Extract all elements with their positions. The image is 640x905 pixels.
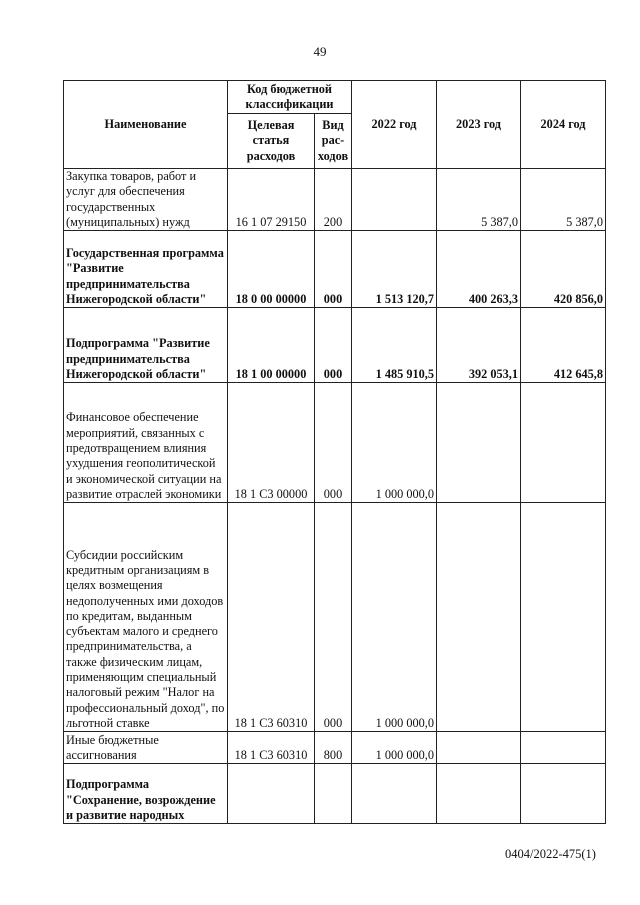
row-2024: [521, 503, 606, 732]
row-2024: [521, 764, 606, 824]
row-expense-type: 000: [315, 308, 352, 383]
row-expense-type: 000: [315, 503, 352, 732]
row-2024: 412 645,8: [521, 308, 606, 383]
row-name: Субсидии российским кредитным организациям в целях возмещения недополученных ими доходов по кредитам, выданным субъектам малого и среднего предпринимательства, а также физическим лицам, применяющим специальный налоговый режим "Налог на профессиональный доход", по льготной ставке: [64, 503, 228, 732]
row-target-article: 18 1 С3 60310: [228, 503, 315, 732]
page-number: 49: [313, 44, 327, 59]
header-year-2023: 2023 год: [437, 81, 521, 169]
row-target-article: 18 1 С3 00000: [228, 383, 315, 503]
document-code: 0404/2022-475(1): [505, 847, 596, 861]
row-name: Иные бюджетные ассигнования: [64, 732, 228, 764]
header-classification: Код бюджетной классификации: [228, 81, 352, 114]
row-target-article: [228, 764, 315, 824]
row-2022: 1 000 000,0: [352, 503, 437, 732]
row-target-article: 18 1 С3 60310: [228, 732, 315, 764]
row-expense-type: 000: [315, 383, 352, 503]
row-name: Подпрограмма "Развитие предпринимательства Нижегородской области": [64, 308, 228, 383]
row-2023: [437, 383, 521, 503]
table-row: [64, 231, 606, 308]
row-expense-type: [315, 764, 352, 824]
header-target-article: Целевая статья расходов: [228, 114, 315, 169]
row-2024: 5 387,0: [521, 169, 606, 231]
header-year-2024: 2024 год: [521, 81, 606, 169]
row-2022: [352, 169, 437, 231]
header-expense-type: Вид рас-ходов: [315, 114, 352, 169]
row-expense-type: 200: [315, 169, 352, 231]
row-2022: [352, 764, 437, 824]
table-row: [64, 764, 606, 824]
row-2022: 1 000 000,0: [352, 732, 437, 764]
budget-table: [63, 80, 606, 824]
row-name: Государственная программа "Развитие предпринимательства Нижегородской области": [64, 231, 228, 308]
header-year-2022: 2022 год: [352, 81, 437, 169]
row-2022: 1 485 910,5: [352, 308, 437, 383]
row-target-article: 18 0 00 00000: [228, 231, 315, 308]
row-2023: 392 053,1: [437, 308, 521, 383]
header-name: Наименование: [64, 81, 228, 169]
row-2024: 420 856,0: [521, 231, 606, 308]
row-2022: 1 000 000,0: [352, 383, 437, 503]
row-2024: [521, 732, 606, 764]
row-2023: [437, 732, 521, 764]
row-2022: 1 513 120,7: [352, 231, 437, 308]
row-name: Подпрограмма "Сохранение, возрождение и развитие народных: [64, 764, 228, 824]
table-row: [64, 503, 606, 732]
table-row: [64, 169, 606, 231]
row-target-article: 18 1 00 00000: [228, 308, 315, 383]
row-expense-type: 800: [315, 732, 352, 764]
row-2023: 5 387,0: [437, 169, 521, 231]
row-name: Закупка товаров, работ и услуг для обеспечения государственных (муниципальных) нужд: [64, 169, 228, 231]
row-2023: [437, 764, 521, 824]
table-row: [64, 308, 606, 383]
row-2024: [521, 383, 606, 503]
table-row: [64, 383, 606, 503]
row-target-article: 16 1 07 29150: [228, 169, 315, 231]
row-expense-type: 000: [315, 231, 352, 308]
row-2023: [437, 503, 521, 732]
row-name: Финансовое обеспечение мероприятий, связанных с предотвращением влияния ухудшения геополитической и экономической ситуации на развитие отраслей экономики: [64, 383, 228, 503]
table-row: [64, 732, 606, 764]
row-2023: 400 263,3: [437, 231, 521, 308]
